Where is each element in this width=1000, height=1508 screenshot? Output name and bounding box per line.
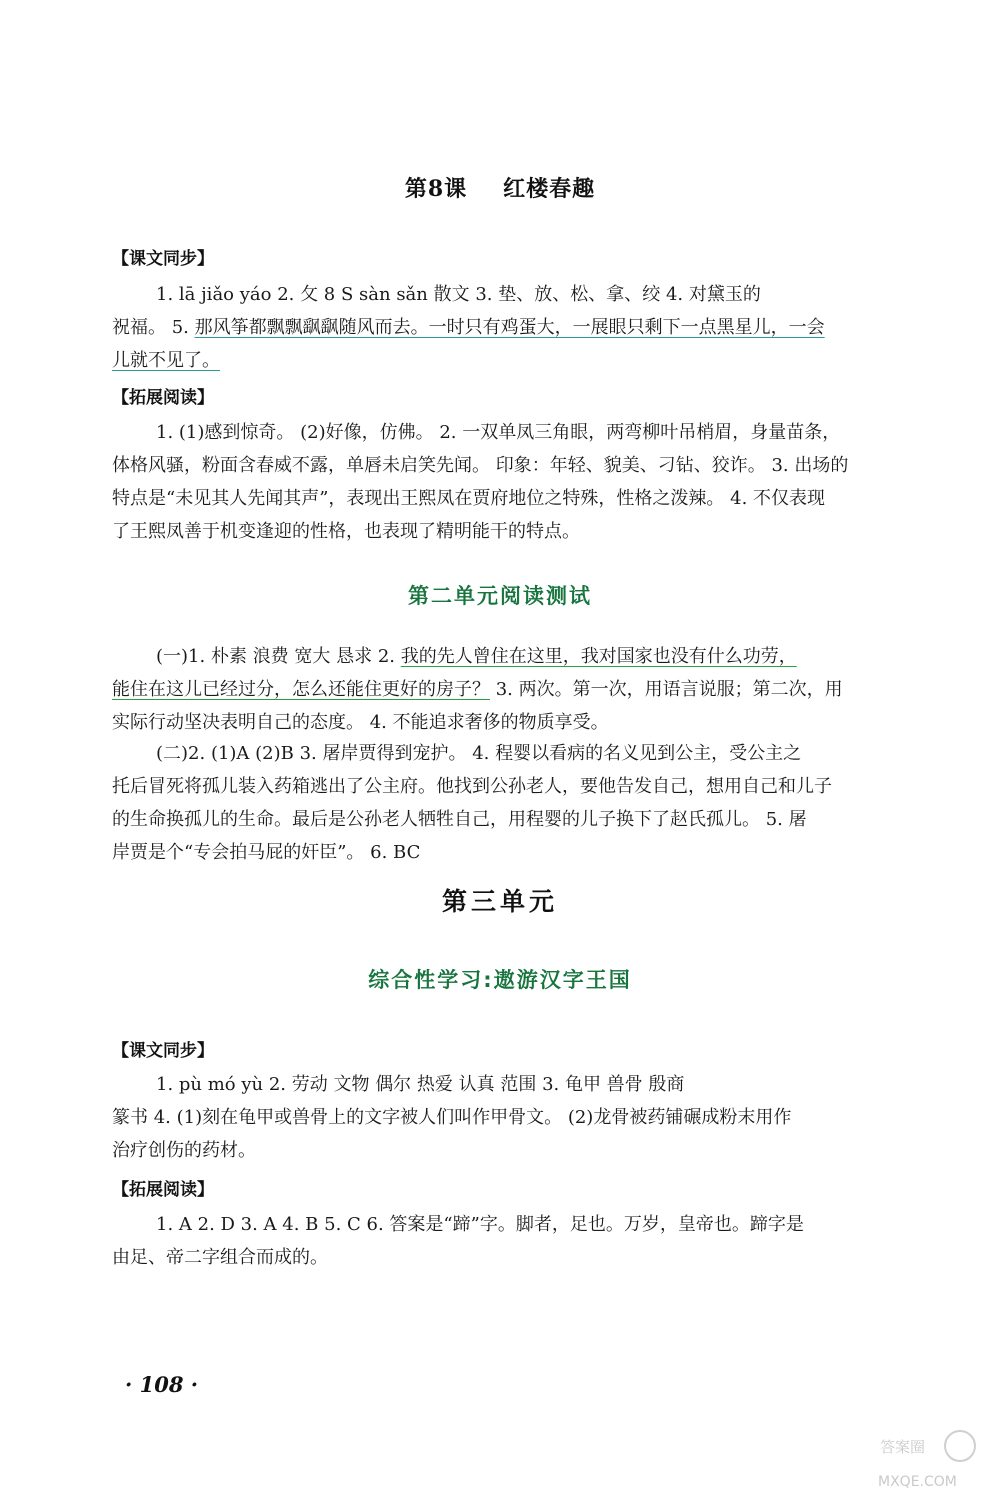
page-number: · 108 · xyxy=(125,1372,199,1397)
underlined-answer: 儿就不见了。 xyxy=(112,350,220,371)
unit-3-title: 第三单元 xyxy=(441,887,558,916)
answer-line: 1. (1)感到惊奇。 (2)好像，仿佛。 2. 一双单凤三角眼，两弯柳叶吊梢眉，身量苗条， xyxy=(156,422,841,443)
underlined-answer: 我的先人曾住在这里，我对国家也没有什么功劳， xyxy=(400,646,797,667)
watermark-url: MXQE.COM xyxy=(878,1474,957,1490)
section-tag-extended-reading: 【拓展阅读】 xyxy=(112,1180,214,1200)
underlined-answer: 那风筝都飘飘飖飖随风而去。一时只有鸡蛋大，一展眼只剩下一点黑星儿，一会 xyxy=(194,317,825,338)
answer-line: 篆书 4. (1)刻在龟甲或兽骨上的文字被人们叫作甲骨文。 (2)龙骨被药铺碾成粉末用作 xyxy=(112,1107,792,1128)
lesson-8-title xyxy=(0,172,1000,203)
section-tag-extended-reading: 【拓展阅读】 xyxy=(112,388,214,408)
answer-line: (一)1. 朴素 浪费 宽大 恳求 2. xyxy=(156,646,401,667)
answer-line: 实际行动坚决表明自己的态度。 4. 不能追求奢侈的物质享受。 xyxy=(112,712,609,733)
answer-line: 了王熙凤善于机变逢迎的性格，也表现了精明能干的特点。 xyxy=(112,521,580,542)
answer-line: 祝福。 5. xyxy=(112,317,195,338)
title-prefix: 第 xyxy=(404,177,428,202)
answer-line: 1. lā jiǎo yáo 2. 攵 8 S sàn sǎn 散文 3. 垫、放、松、拿、绞 4. 对黛玉的 xyxy=(156,284,761,305)
lesson-name: 红楼春趣 xyxy=(503,177,596,202)
title-number: 8 xyxy=(427,176,445,202)
unit2-test-part2 xyxy=(112,737,942,869)
answer-line: 体格风骚，粉面含春威不露，单唇未启笑先闻。 印象：年轻、貌美、刁钻、狡诈。 3. 出场的 xyxy=(112,455,849,476)
answer-line: (二)2. (1)A (2)B 3. 屠岸贾得到宠护。 4. 程婴以看病的名义见到公主，受公主之 xyxy=(156,743,802,764)
answer-line: 治疗创伤的药材。 xyxy=(112,1140,256,1161)
answer-line: 3. 两次。第一次，用语言说服；第二次，用 xyxy=(490,679,843,700)
answer-line: 岸贾是个“专会拍马屁的奸臣”。 6. BC xyxy=(112,842,421,863)
lesson8-extended-answers xyxy=(112,416,942,548)
answer-line: 1. pù mó yù 2. 劳动 文物 偶尔 热爱 认真 范围 3. 龟甲 兽骨 殷商 xyxy=(156,1074,685,1095)
section-tag-sync: 【课文同步】 xyxy=(112,1041,214,1061)
unit3-extended-answers xyxy=(112,1208,942,1274)
underlined-answer: 能住在这儿已经过分，怎么还能住更好的房子？ xyxy=(112,679,490,700)
unit-2-test-title: 第二单元阅读测试 xyxy=(408,584,592,608)
watermark-circle-icon xyxy=(945,1431,975,1461)
unit2-test-part1 xyxy=(112,640,942,739)
answer-line: 特点是“未见其人先闻其声”，表现出王熙凤在贾府地位之特殊，性格之泼辣。 4. 不仅表现 xyxy=(112,488,826,509)
answer-line: 托后冒死将孤儿装入药箱逃出了公主府。他找到公孙老人，要他告发自己，想用自己和儿子 xyxy=(112,776,832,797)
lesson8-sync-answers xyxy=(112,278,942,377)
watermark-logo xyxy=(872,1426,982,1496)
title-suffix: 课 xyxy=(444,177,468,202)
answer-line: 由足、帝二字组合而成的。 xyxy=(112,1247,328,1268)
watermark-text: 答案圈 xyxy=(880,1438,926,1456)
unit3-sync-answers xyxy=(112,1068,942,1167)
section-tag-sync: 【课文同步】 xyxy=(112,249,214,269)
answer-line: 的生命换孤儿的生命。最后是公孙老人牺牲自己，用程婴的儿子换下了赵氏孤儿。 5. 屠 xyxy=(112,809,807,830)
integrated-learning-title: 综合性学习:遨游汉字王国 xyxy=(368,968,632,992)
answer-line: 1. A 2. D 3. A 4. B 5. C 6. 答案是“蹄”字。脚者，足也。万岁，皇帝也。蹄字是 xyxy=(156,1214,804,1235)
